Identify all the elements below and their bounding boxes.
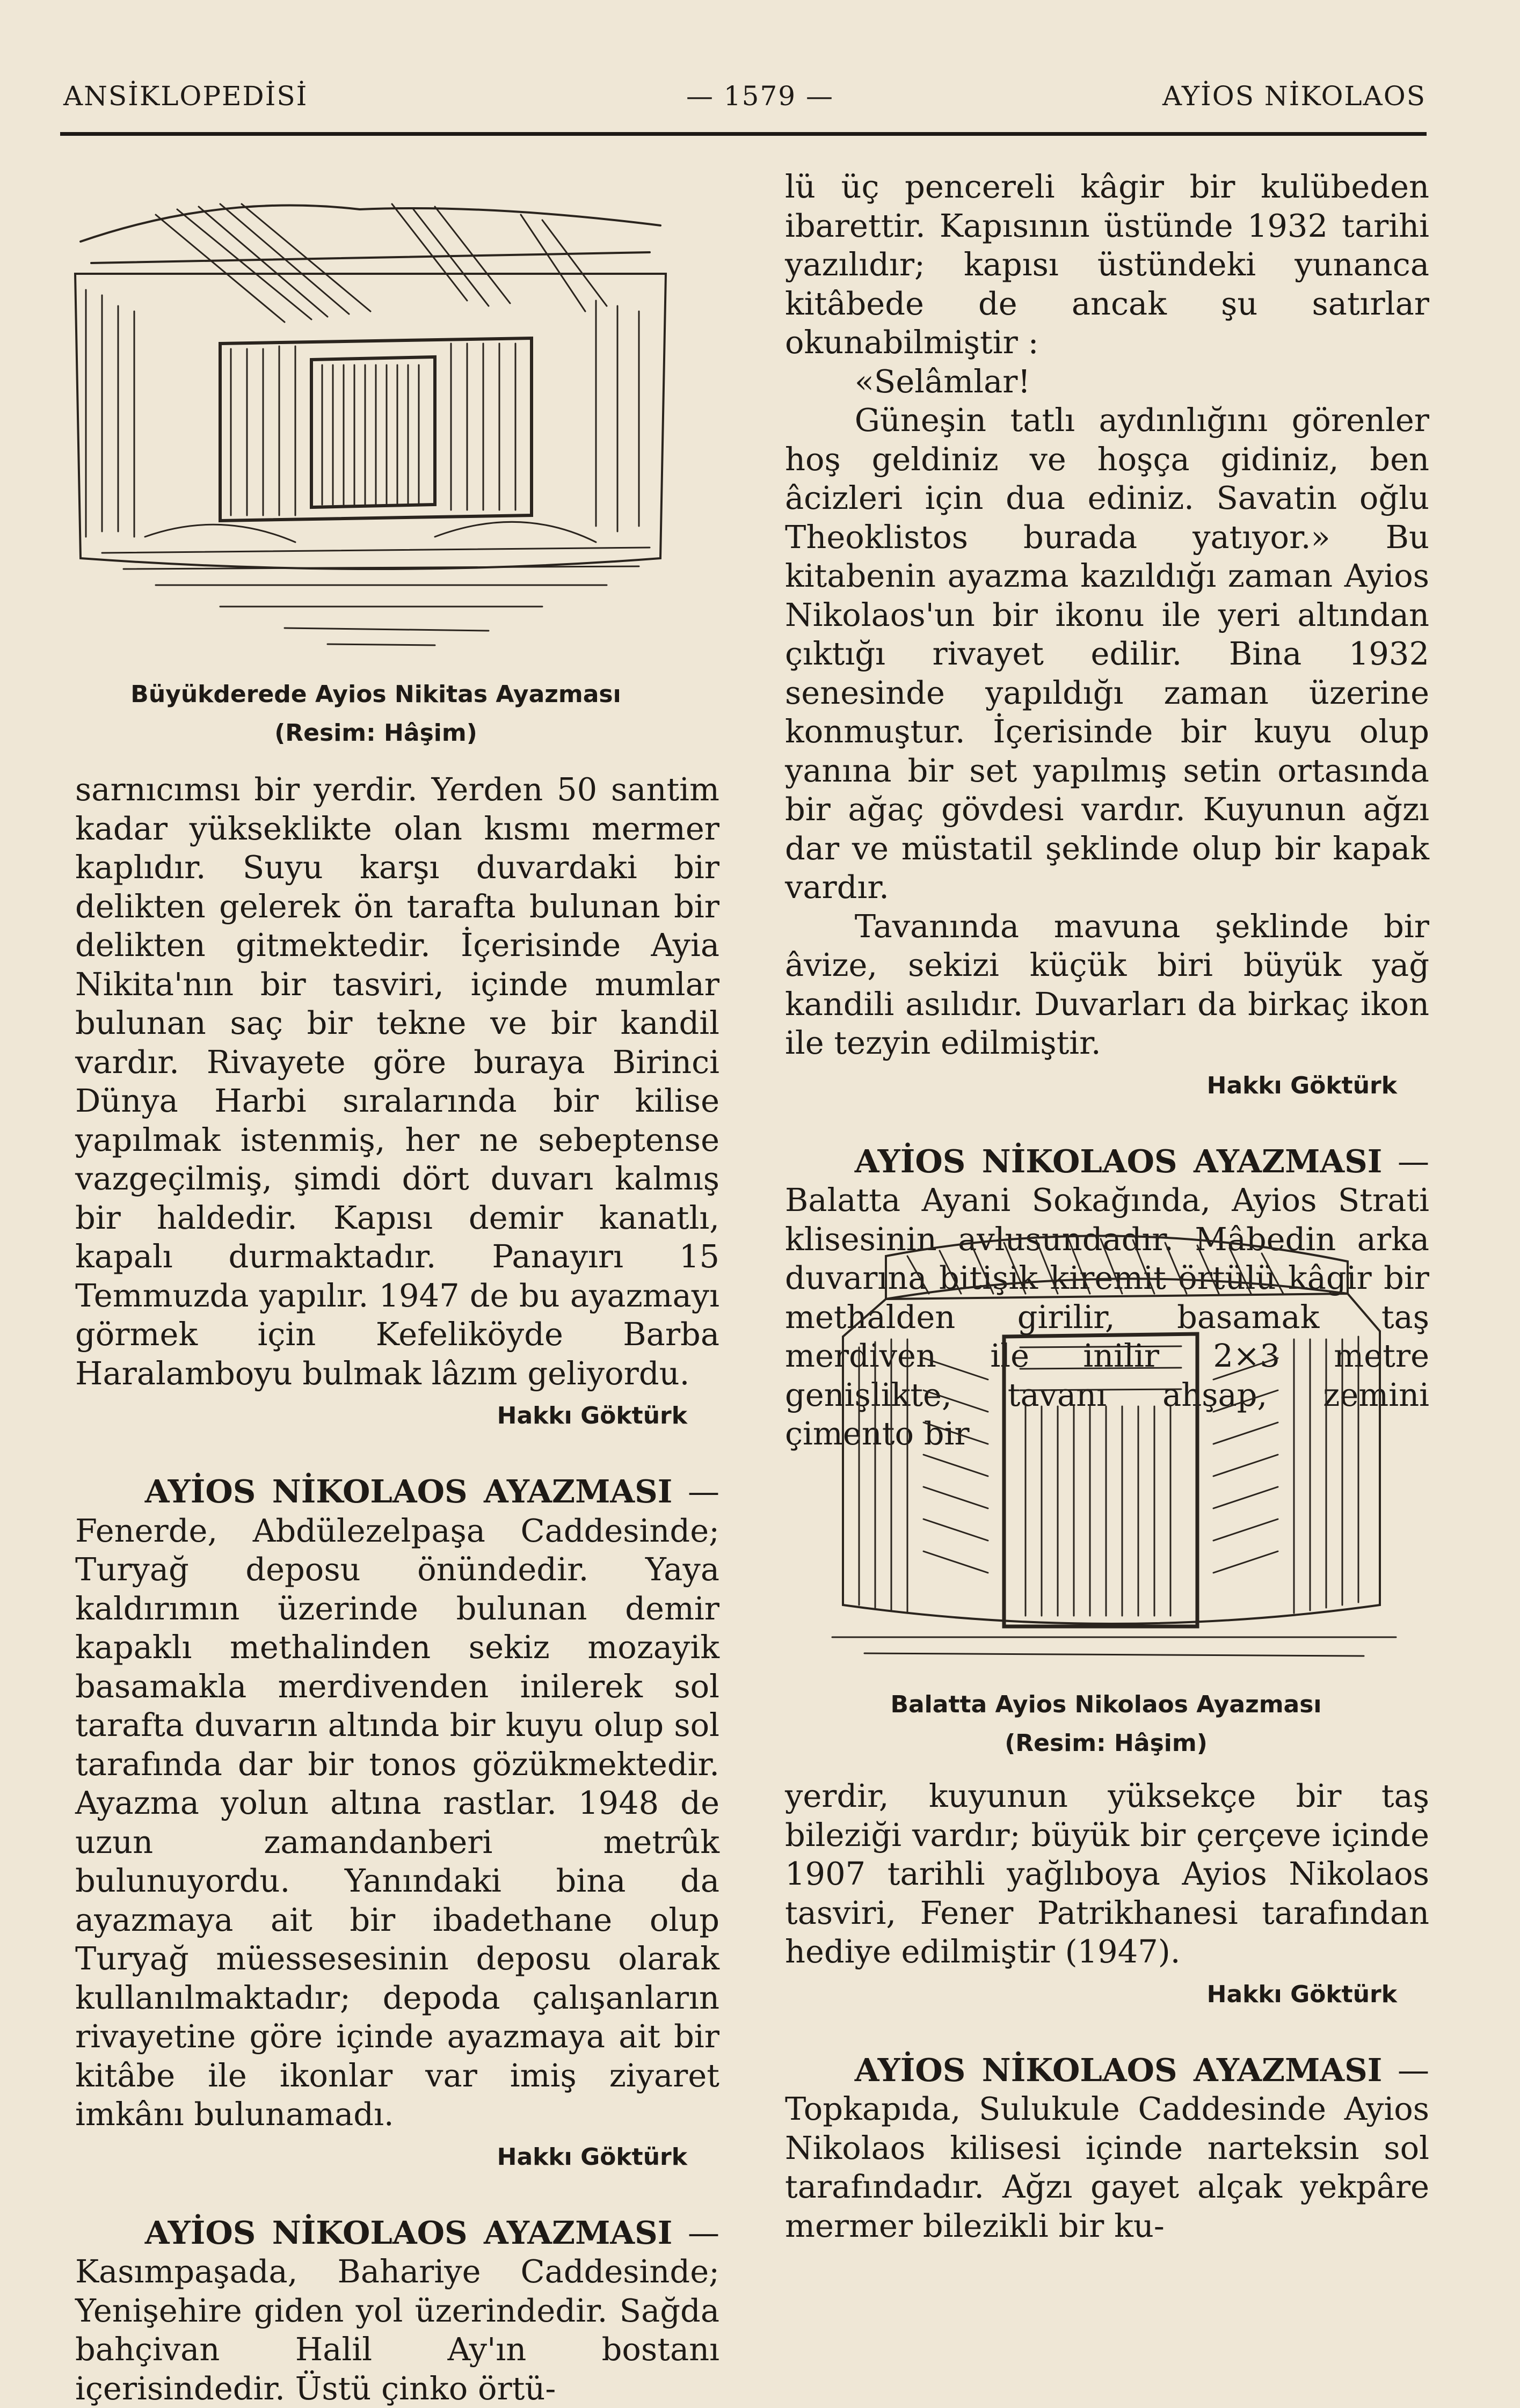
page-number: — 1579 — <box>0 81 1520 112</box>
caption-title: Büyükderede Ayios Nikitas Ayazması <box>81 675 671 714</box>
inscription-quote: «Selâmlar! <box>785 362 1429 402</box>
entry-title: AYİOS NİKOLAOS AYAZMASI <box>855 2052 1383 2089</box>
author-signature: Hakkı Göktürk <box>785 1976 1397 2013</box>
author-signature: Hakkı Göktürk <box>785 1067 1397 1105</box>
line-drawing-shed-with-doorway-icon <box>811 1218 1417 1675</box>
figure-caption <box>795 1685 1417 1763</box>
paragraph: sarnıcımsı bir yerdir. Yerden 50 santim kadar yükseklikte olan kısmı mermer kaplıdır. Suyu karşı duvardaki bir delikten gelerek ön tarafta bulunan bir delikten gitmektedir. İçerisinde Ayia Nikita'nın bir tasviri, içinde mumlar bulunan saç bir tekne ve bir kandil vardır. Rivayete göre buraya Birinci Dünya Harbi sıralarında bir kilise yapılmak istenmiş, her ne sebeptense vazgeçilmiş, şimdi dört duvarı kalmış bir haldedir. Kapısı demir kanatlı, kapalı durmaktadır. Panayırı 15 Temmuzda yapılır. 1947 de bu ayazmayı görmek için Kefeliköyde Barba Haralamboyu bulmak lâzım geliyordu. <box>75 770 719 1393</box>
entry-body: — Balatta Ayani Sokağında, Ayios Strati klisesinin avlusundadır. Mâbedin arka duvarına bitişik kiremit örtülü kâgir bir methalden girilir, basamak taş merdiven ile inilir 2×3 metre genişlikte, tavanı ahşap, zemini çimento bir <box>785 1143 1429 1453</box>
left-column <box>75 770 719 2408</box>
entry-paragraph <box>75 2214 719 2408</box>
entry-title: AYİOS NİKOLAOS AYAZMASI <box>145 2214 673 2251</box>
entry-body: — Kasımpaşada, Bahariye Caddesinde; Yenişehire giden yol üzerindedir. Sağda bahçivan Halil Ay'ın bostanı içerisindedir. Üstü çinko örtü- <box>75 2214 719 2407</box>
figure-caption <box>81 675 671 753</box>
header-rule <box>60 132 1427 136</box>
author-signature: Hakkı Göktürk <box>75 2139 687 2176</box>
paragraph: lü üç pencereli kâgir bir kulübeden ibarettir. Kapısının üstünde 1932 tarihi yazılıdır; kapısı üstündeki yunanca kitâbede de ancak şu satırlar okunabilmiştir : <box>785 167 1429 362</box>
entry-body: — Topkapıda, Sulukule Caddesinde Ayios Nikolaos kilisesi içinde narteksin sol tarafındadır. Ağzı gayet alçak yekpâre mermer bilezikli bir ku- <box>785 2052 1429 2244</box>
entry-paragraph <box>75 1472 719 2134</box>
right-column-continued <box>785 1777 1429 2245</box>
line-drawing-stone-spring-house-icon <box>59 183 682 666</box>
running-header-left: ANSİKLOPEDİSİ <box>63 81 308 112</box>
caption-credit: (Resim: Hâşim) <box>81 714 671 753</box>
author-signature: Hakkı Göktürk <box>75 1397 687 1435</box>
paragraph: Güneşin tatlı aydınlığını görenler hoş geldiniz ve hoşça gidiniz, ben âcizleri için dua ediniz. Savatin oğlu Theoklistos burada yatıyor.» Bu kitabenin ayazma kazıldığı zaman Ayios Nikolaos'un bir ikonu ile yeri altından çıktığı rivayet edilir. Bina 1932 senesinde yapıldığı zaman üzerine konmuştur. İçerisinde bir kuyu olup yanına bir set yapılmış setin ortasında bir ağaç gövdesi vardır. Kuyunun ağzı dar ve müstatil şeklinde olup bir kapak vardır. <box>785 401 1429 907</box>
paragraph: yerdir, kuyunun yüksekçe bir taş bileziği vardır; büyük bir çerçeve içinde 1907 tarihli yağlıboya Ayios Nikolaos tasviri, Fener Patrikhanesi tarafından hediye edilmiştir (1947). <box>785 1777 1429 1972</box>
caption-credit: (Resim: Hâşim) <box>795 1724 1417 1763</box>
entry-body: — Fenerde, Abdülezelpaşa Caddesinde; Turyağ deposu önündedir. Yaya kaldırımın üzerinde bulunan demir kapaklı methalinden sekiz mozayik basamakla merdivenden inilerek sol tarafta duvarın altında bir kuyu olup sol tarafında dar bir tonos gözükmektedir. Ayazma yolun altına rastlar. 1948 de uzun zamandanberi metrûk bulunuyordu. Yanındaki bina da ayazmaya ait bir ibadethane olup Turyağ müessesesinin deposu olarak kullanılmaktadır; depoda çalışanların rivayetine göre içinde ayazmaya ait bir kitâbe ile ikonlar var imiş ziyaret imkânı bulunamadı. <box>75 1473 719 2133</box>
entry-title: AYİOS NİKOLAOS AYAZMASI <box>145 1473 673 1510</box>
entry-paragraph <box>785 2051 1429 2246</box>
running-header-right: AYİOS NİKOLAOS <box>1162 81 1426 112</box>
entry-title: AYİOS NİKOLAOS AYAZMASI <box>855 1143 1383 1180</box>
paragraph: Tavanında mavuna şeklinde bir âvize, sekizi küçük biri büyük yağ kandili asılıdır. Duvarları da birkaç ikon ile tezyin edilmiştir. <box>785 907 1429 1063</box>
caption-title: Balatta Ayios Nikolaos Ayazması <box>795 1685 1417 1724</box>
